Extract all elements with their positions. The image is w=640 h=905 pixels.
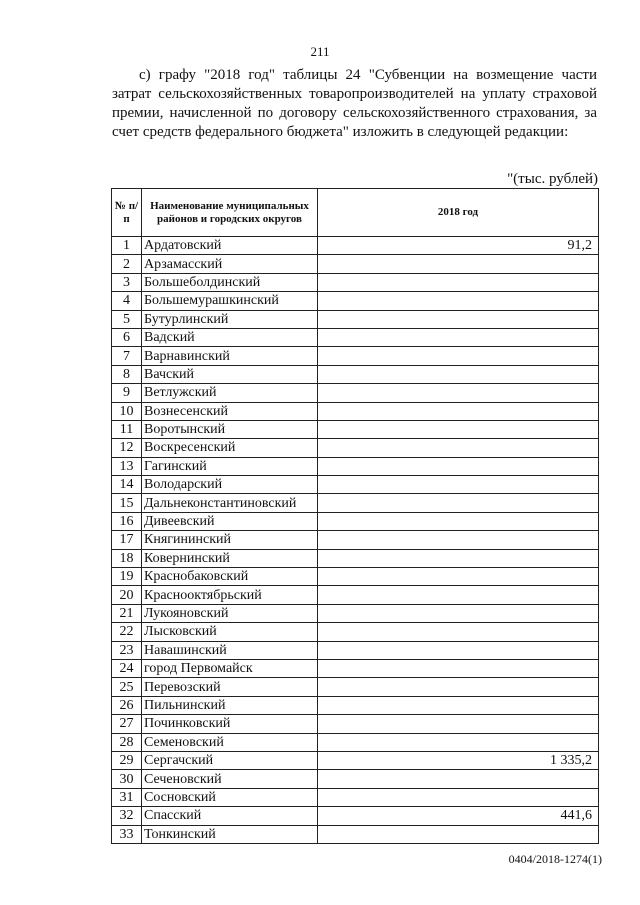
row-name: Бутурлинский [142, 310, 318, 328]
row-number: 2 [112, 255, 142, 273]
row-name: Большеболдинский [142, 273, 318, 291]
row-number: 14 [112, 476, 142, 494]
units-label: "(тыс. рублей) [507, 171, 598, 187]
table-row [112, 439, 599, 457]
row-name: Володарский [142, 476, 318, 494]
row-value [318, 623, 599, 641]
row-number: 16 [112, 512, 142, 530]
row-number: 21 [112, 604, 142, 622]
row-name: Починковский [142, 715, 318, 733]
row-name: Перевозский [142, 678, 318, 696]
row-value [318, 310, 599, 328]
table-row [112, 347, 599, 365]
row-value [318, 549, 599, 567]
row-number: 31 [112, 788, 142, 806]
row-value [318, 770, 599, 788]
row-value [318, 678, 599, 696]
table-row [112, 549, 599, 567]
table-row [112, 807, 599, 825]
row-name: Семеновский [142, 733, 318, 751]
row-name: Ветлужский [142, 384, 318, 402]
row-name: Варнавинский [142, 347, 318, 365]
table-row [112, 788, 599, 806]
row-number: 11 [112, 420, 142, 438]
row-number: 9 [112, 384, 142, 402]
table-row [112, 494, 599, 512]
row-value [318, 328, 599, 346]
row-number: 30 [112, 770, 142, 788]
row-number: 6 [112, 328, 142, 346]
row-value [318, 384, 599, 402]
table-row [112, 586, 599, 604]
table-row [112, 751, 599, 769]
table-row [112, 641, 599, 659]
row-number: 17 [112, 531, 142, 549]
row-number: 18 [112, 549, 142, 567]
row-number: 3 [112, 273, 142, 291]
row-value [318, 586, 599, 604]
header-number: № п/п [112, 189, 142, 237]
row-value [318, 347, 599, 365]
row-number: 27 [112, 715, 142, 733]
row-value [318, 641, 599, 659]
row-number: 24 [112, 659, 142, 677]
header-year: 2018 год [318, 189, 599, 237]
row-name: город Первомайск [142, 659, 318, 677]
table-row [112, 512, 599, 530]
row-value [318, 531, 599, 549]
table-row [112, 678, 599, 696]
row-name: Ковернинский [142, 549, 318, 567]
intro-paragraph [112, 66, 597, 142]
row-name: Сосновский [142, 788, 318, 806]
row-value [318, 715, 599, 733]
row-number: 32 [112, 807, 142, 825]
header-name: Наименование муниципальных районов и городских округов [142, 189, 318, 237]
row-name: Вознесенский [142, 402, 318, 420]
row-name: Вачский [142, 365, 318, 383]
table-row [112, 733, 599, 751]
row-name: Вадский [142, 328, 318, 346]
row-value [318, 420, 599, 438]
row-name: Краснооктябрьский [142, 586, 318, 604]
row-name: Большемурашкинский [142, 292, 318, 310]
table-row [112, 328, 599, 346]
row-number: 10 [112, 402, 142, 420]
row-value [318, 825, 599, 843]
intro-text: с) графу "2018 год" таблицы 24 "Субвенции на возмещение части затрат сельскохозяйственных товаропроизводителей на уплату страховой премии, начисленной по договору сельскохозяйственного страхования, за счет средств федерального бюджета" изложить в следующей редакции: [112, 67, 597, 140]
row-value: 441,6 [318, 807, 599, 825]
table-row [112, 402, 599, 420]
row-value [318, 733, 599, 751]
row-number: 29 [112, 751, 142, 769]
row-number: 4 [112, 292, 142, 310]
row-number: 12 [112, 439, 142, 457]
table-row [112, 476, 599, 494]
row-number: 19 [112, 568, 142, 586]
row-value [318, 365, 599, 383]
table-row [112, 696, 599, 714]
row-number: 23 [112, 641, 142, 659]
row-number: 26 [112, 696, 142, 714]
row-value [318, 255, 599, 273]
row-name: Лысковский [142, 623, 318, 641]
row-name: Лукояновский [142, 604, 318, 622]
table-row [112, 237, 599, 255]
row-name: Навашинский [142, 641, 318, 659]
page-number: 211 [310, 44, 330, 59]
row-number: 5 [112, 310, 142, 328]
row-value [318, 512, 599, 530]
row-name: Арзамасский [142, 255, 318, 273]
row-name: Дальнеконстантиновский [142, 494, 318, 512]
row-name: Сергачский [142, 751, 318, 769]
table-row [112, 384, 599, 402]
row-value [318, 659, 599, 677]
row-value [318, 788, 599, 806]
table-row [112, 604, 599, 622]
row-value [318, 696, 599, 714]
row-name: Краснобаковский [142, 568, 318, 586]
row-name: Ардатовский [142, 237, 318, 255]
table-row [112, 273, 599, 291]
row-name: Воскресенский [142, 439, 318, 457]
row-name: Спасский [142, 807, 318, 825]
row-name: Княгининский [142, 531, 318, 549]
row-name: Дивеевский [142, 512, 318, 530]
row-value [318, 457, 599, 475]
row-name: Гагинский [142, 457, 318, 475]
table-row [112, 255, 599, 273]
table-row [112, 715, 599, 733]
row-name: Пильнинский [142, 696, 318, 714]
row-value [318, 476, 599, 494]
table-row [112, 623, 599, 641]
row-number: 1 [112, 237, 142, 255]
row-value [318, 292, 599, 310]
table-row [112, 457, 599, 475]
row-number: 7 [112, 347, 142, 365]
row-number: 33 [112, 825, 142, 843]
row-value [318, 273, 599, 291]
row-number: 28 [112, 733, 142, 751]
row-number: 8 [112, 365, 142, 383]
row-value: 91,2 [318, 237, 599, 255]
table-row [112, 420, 599, 438]
row-value [318, 439, 599, 457]
table-row [112, 770, 599, 788]
table-row [112, 365, 599, 383]
row-number: 13 [112, 457, 142, 475]
row-value [318, 604, 599, 622]
row-number: 15 [112, 494, 142, 512]
row-number: 22 [112, 623, 142, 641]
table-row [112, 292, 599, 310]
row-value [318, 494, 599, 512]
table-row [112, 568, 599, 586]
table-row [112, 825, 599, 843]
subsidy-table [111, 188, 599, 844]
table-row [112, 531, 599, 549]
row-name: Воротынский [142, 420, 318, 438]
document-code: 0404/2018-1274(1) [508, 852, 602, 866]
table-body [112, 237, 599, 844]
row-name: Сеченовский [142, 770, 318, 788]
row-name: Тонкинский [142, 825, 318, 843]
table-header-row [112, 189, 599, 237]
row-number: 25 [112, 678, 142, 696]
table-row [112, 659, 599, 677]
table-row [112, 310, 599, 328]
row-value [318, 568, 599, 586]
row-number: 20 [112, 586, 142, 604]
row-value [318, 402, 599, 420]
row-value: 1 335,2 [318, 751, 599, 769]
